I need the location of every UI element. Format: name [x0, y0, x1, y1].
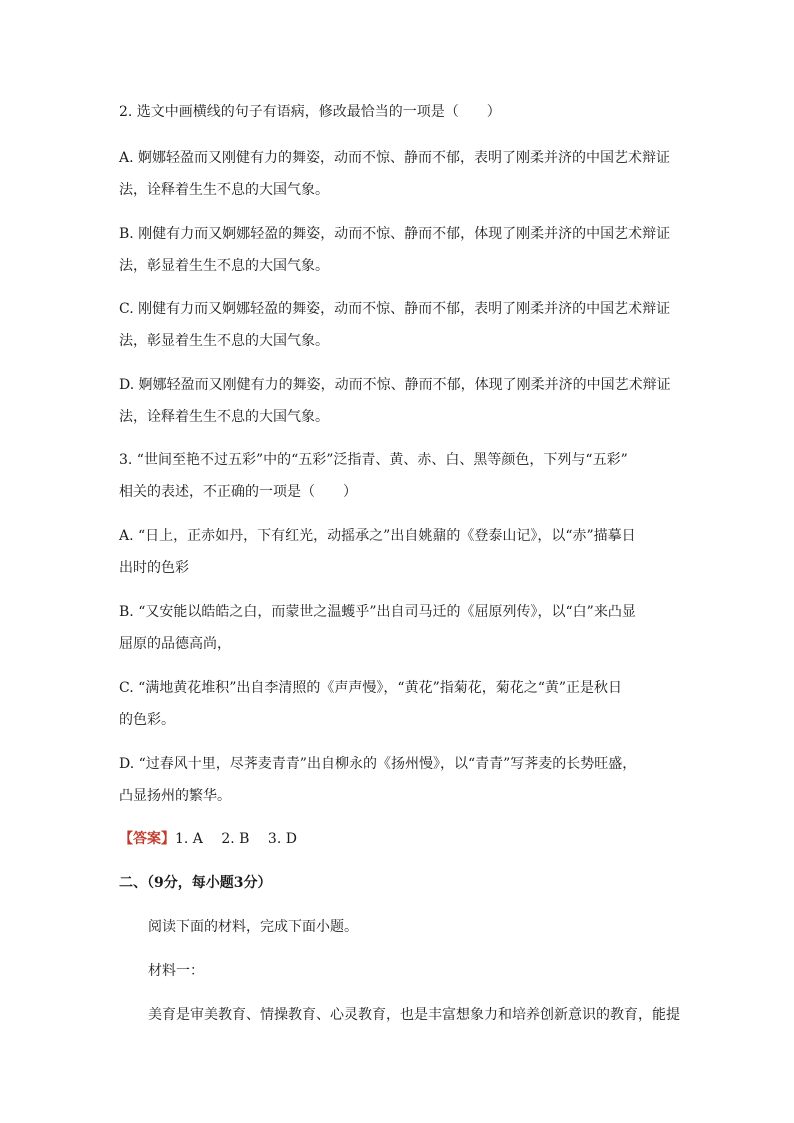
q2-option-b-line1: B. 刚健有力而又婀娜轻盈的舞姿，动而不惊、静而不郁，体现了刚柔并济的中国艺术辩证	[119, 226, 671, 242]
section-2-heading: 二、（9分，每小题3分）	[119, 875, 272, 891]
q2-stem: 2. 选文中画横线的句子有语病，修改最恰当的一项是（ ）	[119, 104, 501, 120]
answer-line	[119, 829, 297, 849]
q2-option-a-line1: A. 婀娜轻盈而又刚健有力的舞姿，动而不惊、静而不郁，表明了刚柔并济的中国艺术辩证	[119, 150, 671, 166]
q3-option-a-line1: A. “日上，正赤如丹，下有红光，动摇承之”出自姚鼐的《登泰山记》，以“赤”描摹日	[119, 528, 636, 544]
q3-option-c-line1: C. “满地黄花堆积”出自李清照的《声声慢》，“黄花”指菊花，菊花之“黄”正是秋日	[119, 680, 623, 696]
material-1-label: 材料一：	[148, 963, 204, 979]
q2-option-d-line2: 法，诠释着生生不息的大国气象。	[119, 409, 329, 425]
q3-option-b-line2: 屈原的品德高尚，	[119, 636, 231, 652]
q2-option-b-line2: 法，彰显着生生不息的大国气象。	[119, 258, 329, 274]
answer-text: 1. A 2. B 3. D	[175, 831, 297, 847]
answer-label: 【答案】	[119, 831, 175, 847]
section-2-instruction: 阅读下面的材料，完成下面小题。	[148, 919, 358, 935]
q2-option-d-line1: D. 婀娜轻盈而又刚健有力的舞姿，动而不惊、静而不郁，体现了刚柔并济的中国艺术辩证	[119, 377, 671, 393]
q3-option-d-line2: 凸显扬州的繁华。	[119, 788, 231, 804]
q3-option-b-line1: B. “又安能以皓皓之白，而蒙世之温蠖乎”出自司马迁的《屈原列传》，以“白”来凸显	[119, 604, 636, 620]
q3-stem-line2: 相关的表述，不正确的一项是（ ）	[119, 484, 357, 500]
q3-option-d-line1: D. “过春风十里，尽荠麦青青”出自柳永的《扬州慢》，以“青青”写荠麦的长势旺盛，	[119, 756, 637, 772]
q3-stem-line1: 3. “世间至艳不过五彩”中的“五彩”泛指青、黄、赤、白、黑等颜色，下列与“五彩”	[119, 452, 628, 468]
material-1-text: 美育是审美教育、情操教育、心灵教育，也是丰富想象力和培养创新意识的教育，能提	[148, 1007, 680, 1023]
q2-option-c-line2: 法，彰显着生生不息的大国气象。	[119, 333, 329, 349]
q2-option-c-line1: C. 刚健有力而又婀娜轻盈的舞姿，动而不惊、静而不郁，表明了刚柔并济的中国艺术辩证	[119, 301, 671, 317]
q2-option-a-line2: 法，诠释着生生不息的大国气象。	[119, 182, 329, 198]
q3-option-c-line2: 的色彩。	[119, 712, 175, 728]
q3-option-a-line2: 出时的色彩	[119, 560, 189, 576]
